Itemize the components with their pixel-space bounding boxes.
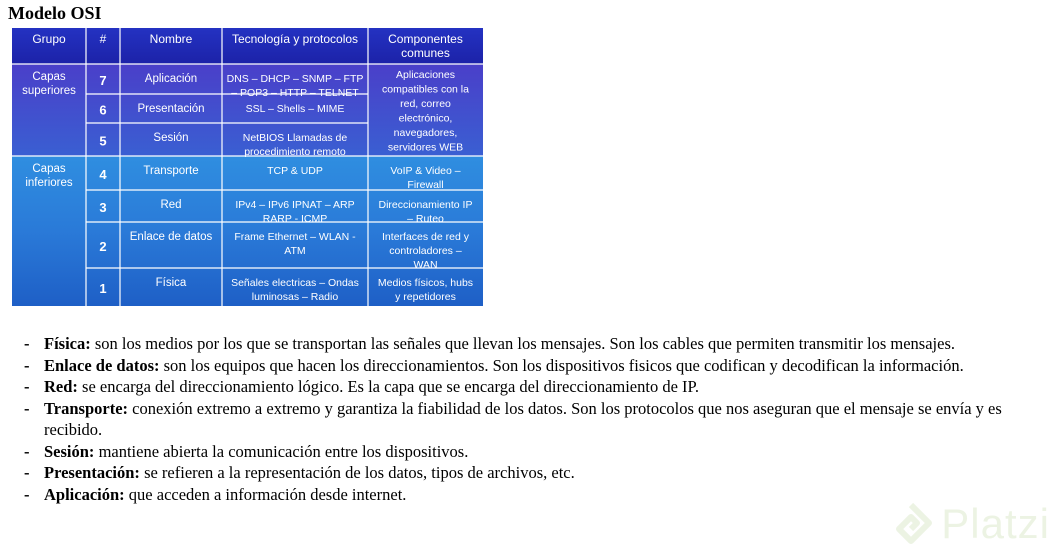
layer-tech-1: Señales electricas – Ondas luminosas – Radio (231, 277, 359, 303)
layer-components-2: Interfaces de red y controladores – WAN (382, 231, 469, 271)
description-text: que acceden a información desde internet. (124, 484, 407, 504)
layer-tech-4: TCP & UDP (267, 165, 323, 177)
layer-name-4: Transporte (143, 165, 199, 177)
description-term: Física: (44, 334, 91, 353)
layer-tech-6: SSL – Shells – MIME (245, 103, 345, 115)
layer-components-4: VoIP & Video – Firewall (390, 165, 461, 191)
header-nombre: Nombre (149, 32, 193, 46)
layer-name-5: Sesión (153, 132, 189, 144)
layer-components-1: Medios físicos, hubs y repetidores (377, 277, 474, 303)
description-text: son los equipos que hacen los direccionamientos. Son los dispositivos fisicos que codifican y decodifican la información. (159, 355, 964, 375)
platzi-logo-icon (889, 502, 933, 546)
description-term: Presentación: (44, 463, 140, 482)
layer-components-3: Direccionamiento IP – Ruteo (378, 199, 473, 225)
layer-name-1: Física (155, 277, 187, 289)
layer-number-6: 6 (99, 102, 107, 118)
layer-name-3: Red (160, 199, 182, 211)
group-label-inferiores: Capas inferiores (25, 163, 73, 189)
group-label-superiores: Capas superiores (22, 71, 76, 97)
description-text: se refieren a la representación de los datos, tipos de archivos, etc. (139, 463, 575, 482)
layer-name-6: Presentación (137, 103, 205, 115)
description-item (22, 333, 1052, 355)
layer-description-list (22, 333, 1052, 505)
layer-number-4: 4 (99, 167, 107, 182)
header-number: # (99, 32, 107, 46)
layer-name-2: Enlace de datos (129, 231, 213, 243)
description-text: son los medios por los que se transportan las señales que llevan los mensajes. Son los cables que permiten transmitir los mensajes. (90, 334, 956, 353)
description-term: Enlace de datos: (44, 355, 160, 375)
layer-name-7: Aplicación (144, 73, 198, 85)
layer-tech-2: Frame Ethernet – WLAN -ATM (234, 231, 356, 257)
description-text: se encarga del direccionamiento lógico. Es la capa que se encarga del direccionamiento de IP. (77, 377, 700, 396)
platzi-watermark (889, 500, 1050, 548)
description-term: Sesión: (44, 441, 95, 461)
layer-tech-7: DNS – DHCP – SNMP – FTP – POP3 – HTTP – TELNET (226, 73, 364, 99)
watermark-text: Platzi (941, 500, 1050, 547)
description-text: conexión extremo a extremo y garantiza la fiabilidad de los datos. Son los protocolos que nos aseguran que el mensaje se envía y es recibido. (44, 398, 1002, 439)
layer-number-2: 2 (99, 239, 107, 254)
layer-number-3: 3 (99, 200, 107, 215)
description-term: Transporte: (44, 398, 129, 418)
description-item (22, 462, 1052, 484)
description-item (22, 376, 1052, 398)
layer-tech-3: IPv4 – IPv6 IPNAT – ARP RARP - ICMP (235, 199, 355, 225)
header-tecnologia: Tecnología y protocolos (231, 32, 359, 46)
layer-number-1: 1 (99, 281, 107, 296)
header-grupo: Grupo (32, 32, 66, 46)
description-item (22, 441, 1052, 463)
description-item (22, 398, 1052, 441)
header-componentes: Componentes comunes (388, 32, 463, 60)
layer-number-7: 7 (99, 73, 107, 88)
page-title: Modelo OSI (8, 3, 102, 23)
description-term: Aplicación: (44, 484, 125, 504)
layer-number-5: 5 (99, 133, 107, 149)
layer-tech-5: NetBIOS Llamadas de procedimiento remoto (242, 132, 348, 158)
description-term: Red: (44, 377, 78, 396)
description-text: mantiene abierta la comunicación entre los dispositivos. (94, 441, 469, 461)
osi-model-table (12, 28, 483, 306)
description-item (22, 355, 1052, 377)
upper-layers-components: Aplicaciones compatibles con la red, correo electrónico, navegadores, servidores WEB (382, 68, 469, 154)
